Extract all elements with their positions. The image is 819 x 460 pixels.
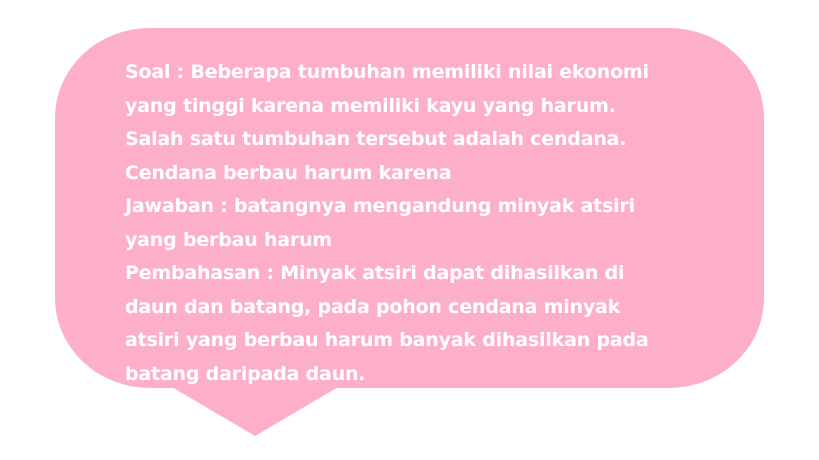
speech-bubble-tail xyxy=(170,386,340,436)
question-line-1: Soal : Beberapa tumbuhan memiliki nilai ekonomi xyxy=(125,61,649,83)
explanation-line-4: batang daripada daun. xyxy=(125,362,366,385)
explanation-line-3: atsiri yang berbau harum banyak dihasilkan pada xyxy=(125,329,649,351)
bubble-text xyxy=(125,56,745,391)
question-line-2: yang tinggi karena memiliki kayu yang harum. xyxy=(125,94,616,117)
explanation-line-1: Pembahasan : Minyak atsiri dapat dihasilkan di xyxy=(125,262,625,284)
explanation-line-2: daun dan batang, pada pohon cendana minyak xyxy=(125,295,621,318)
question-line-4: Cendana berbau harum karena xyxy=(125,161,452,184)
answer-line-2: yang berbau harum xyxy=(125,228,333,251)
question-line-3: Salah satu tumbuhan tersebut adalah cendana. xyxy=(125,128,627,150)
answer-line-1: Jawaban : batangnya mengandung minyak atsiri xyxy=(125,195,635,217)
